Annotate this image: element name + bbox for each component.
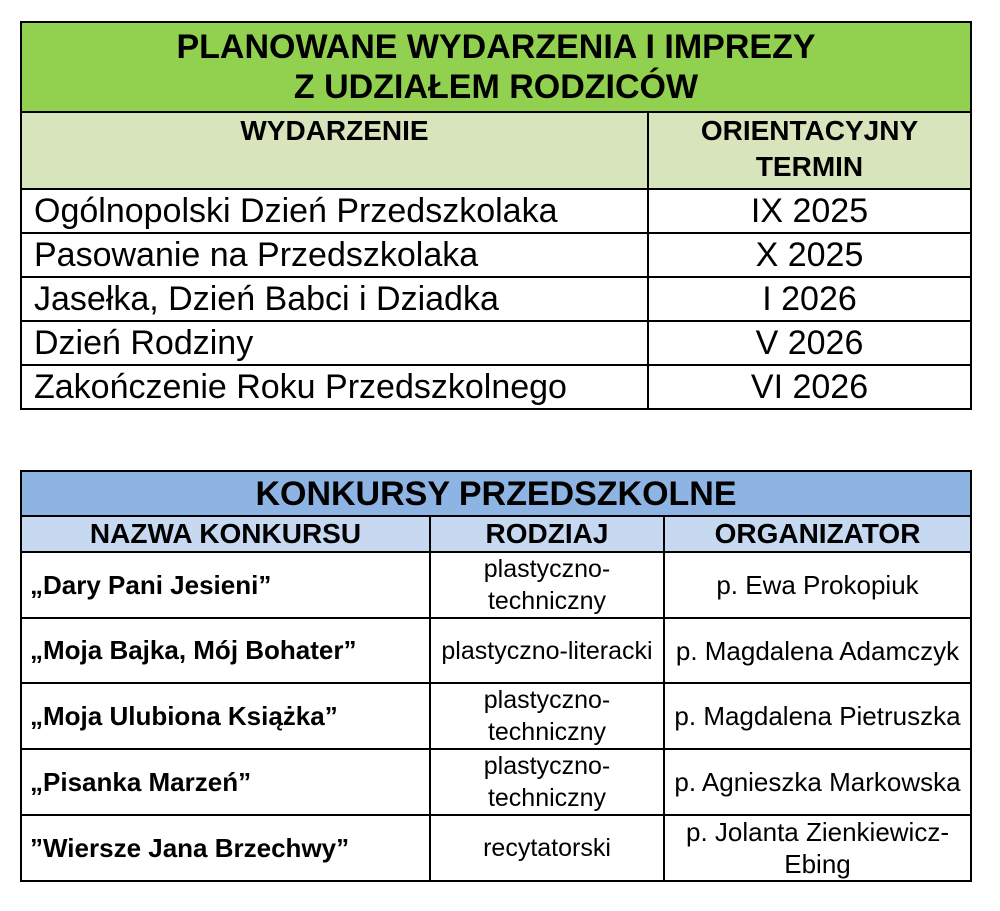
table-row [21, 618, 971, 683]
event-name: Pasowanie na Przedszkolaka [21, 233, 648, 277]
event-term: X 2025 [648, 233, 971, 277]
column-header-organizer: ORGANIZATOR [664, 516, 971, 552]
contest-type: plastyczno-techniczny [430, 749, 664, 815]
contest-name: „Pisanka Marzeń” [21, 749, 430, 815]
contest-type: plastyczno-techniczny [430, 552, 664, 618]
table-row [21, 815, 971, 881]
event-term: I 2026 [648, 277, 971, 321]
event-name: Dzień Rodziny [21, 321, 648, 365]
contest-organizer: p. Ewa Prokopiuk [664, 552, 971, 618]
table-row [21, 683, 971, 749]
column-header-type: RODZIAJ [430, 516, 664, 552]
event-term: V 2026 [648, 321, 971, 365]
events-table-title: PLANOWANE WYDARZENIA I IMPREZY Z UDZIAŁEM RODZICÓW [21, 22, 971, 112]
table-row [21, 321, 971, 365]
contest-type: recytatorski [430, 815, 664, 881]
event-name: Zakończenie Roku Przedszkolnego [21, 365, 648, 409]
table-row [21, 365, 971, 409]
table-row [21, 552, 971, 618]
contest-type: plastyczno-literacki [430, 618, 664, 683]
contests-table [20, 470, 972, 882]
table-row [21, 277, 971, 321]
event-name: Jasełka, Dzień Babci i Dziadka [21, 277, 648, 321]
contest-organizer: p. Magdalena Pietruszka [664, 683, 971, 749]
contest-organizer: p. Magdalena Adamczyk [664, 618, 971, 683]
event-term: IX 2025 [648, 189, 971, 233]
event-name: Ogólnopolski Dzień Przedszkolaka [21, 189, 648, 233]
contest-type: plastyczno-techniczny [430, 683, 664, 749]
contest-name: „Dary Pani Jesieni” [21, 552, 430, 618]
column-header-term: ORIENTACYJNY TERMIN [648, 112, 971, 189]
column-header-name: NAZWA KONKURSU [21, 516, 430, 552]
event-term: VI 2026 [648, 365, 971, 409]
contest-organizer: p. Agnieszka Markowska [664, 749, 971, 815]
column-header-event: WYDARZENIE [21, 112, 648, 189]
contest-organizer: p. Jolanta Zienkiewicz-Ebing [664, 815, 971, 881]
contest-name: ”Wiersze Jana Brzechwy” [21, 815, 430, 881]
events-table [20, 21, 972, 410]
table-row [21, 749, 971, 815]
table-row [21, 233, 971, 277]
contest-name: „Moja Ulubiona Książka” [21, 683, 430, 749]
table-row [21, 189, 971, 233]
contests-table-title: KONKURSY PRZEDSZKOLNE [21, 471, 971, 516]
contest-name: „Moja Bajka, Mój Bohater” [21, 618, 430, 683]
